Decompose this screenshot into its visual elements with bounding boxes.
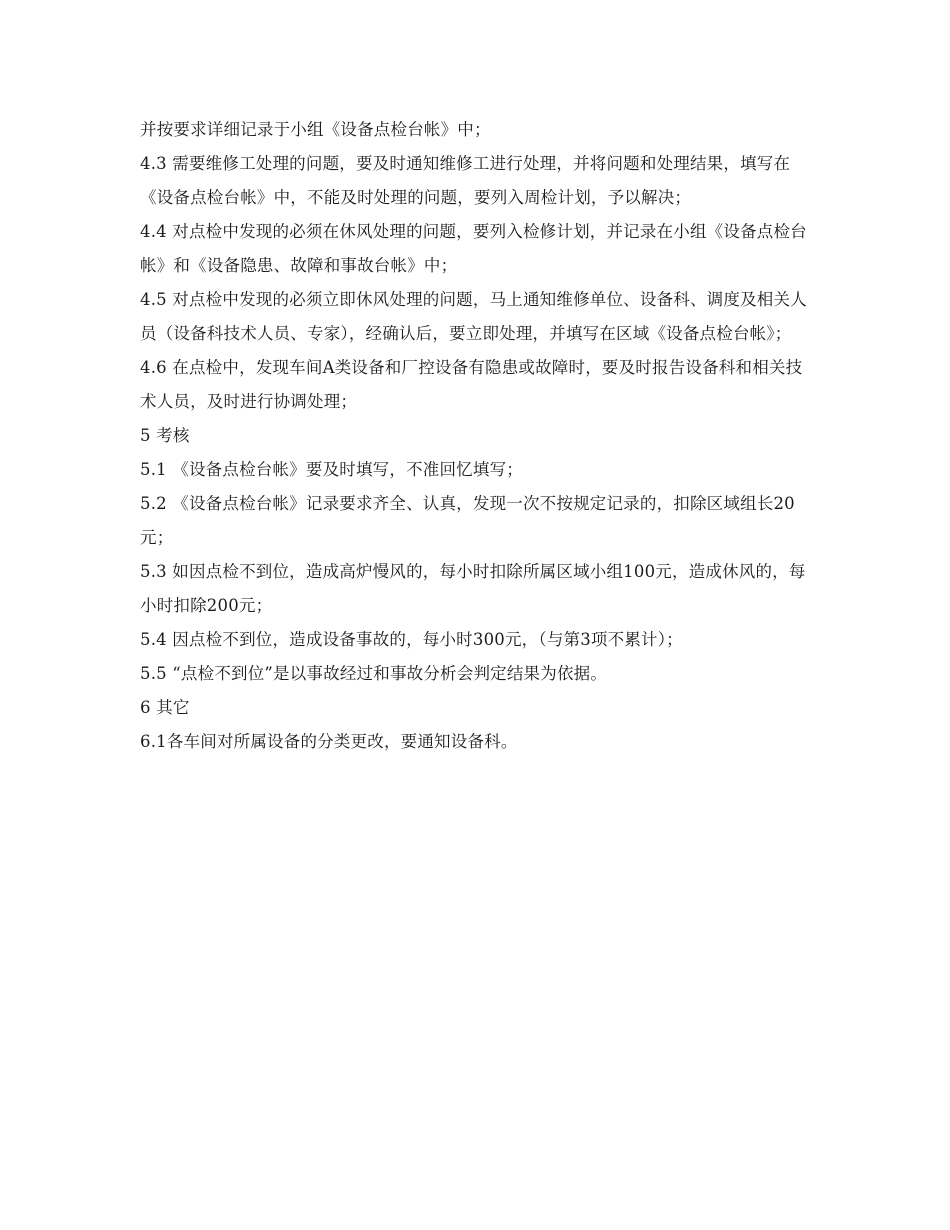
section-heading-5: 5 考核 <box>140 426 190 445</box>
paragraph-5-4: 5.4 因点检不到位，造成设备事故的，每小时300元，（与第3项不累计）； <box>140 630 683 649</box>
paragraph-5-5: 5.5 “点检不到位”是以事故经过和事故分析会判定结果为依据。 <box>140 664 608 683</box>
paragraph-4-6: 4.6 在点检中，发现车间A类设备和厂控设备有隐患或故障时，要及时报告设备科和相关技术人员，及时进行协调处理； <box>140 358 803 411</box>
paragraph-5-1: 5.1 《设备点检台帐》要及时填写，不准回忆填写； <box>140 460 523 479</box>
paragraph-4-3: 4.3 需要维修工处理的问题，要及时通知维修工进行处理，并将问题和处理结果，填写在《设备点检台帐》中，不能及时处理的问题，要列入周检计划，予以解决； <box>140 154 791 207</box>
section-heading-6: 6 其它 <box>140 698 190 717</box>
paragraph-4-4: 4.4 对点检中发现的必须在休风处理的问题，要列入检修计划，并记录在小组《设备点检台帐》和《设备隐患、故障和事故台帐》中； <box>140 222 807 275</box>
paragraph-continuation: 并按要求详细记录于小组《设备点检台帐》中； <box>140 120 491 139</box>
paragraph-5-3: 5.3 如因点检不到位，造成高炉慢风的，每小时扣除所属区域小组100元，造成休风的，每小时扣除200元； <box>140 562 806 615</box>
document-body <box>140 113 815 759</box>
paragraph-6-1: 6.1各车间对所属设备的分类更改，要通知设备科。 <box>140 732 518 751</box>
paragraph-5-2: 5.2 《设备点检台帐》记录要求齐全、认真，发现一次不按规定记录的，扣除区域组长20元； <box>140 494 795 547</box>
paragraph-4-5: 4.5 对点检中发现的必须立即休风处理的问题，马上通知维修单位、设备科、调度及相关人员（设备科技术人员、专家），经确认后，要立即处理，并填写在区域《设备点检台帐》； <box>140 290 807 343</box>
